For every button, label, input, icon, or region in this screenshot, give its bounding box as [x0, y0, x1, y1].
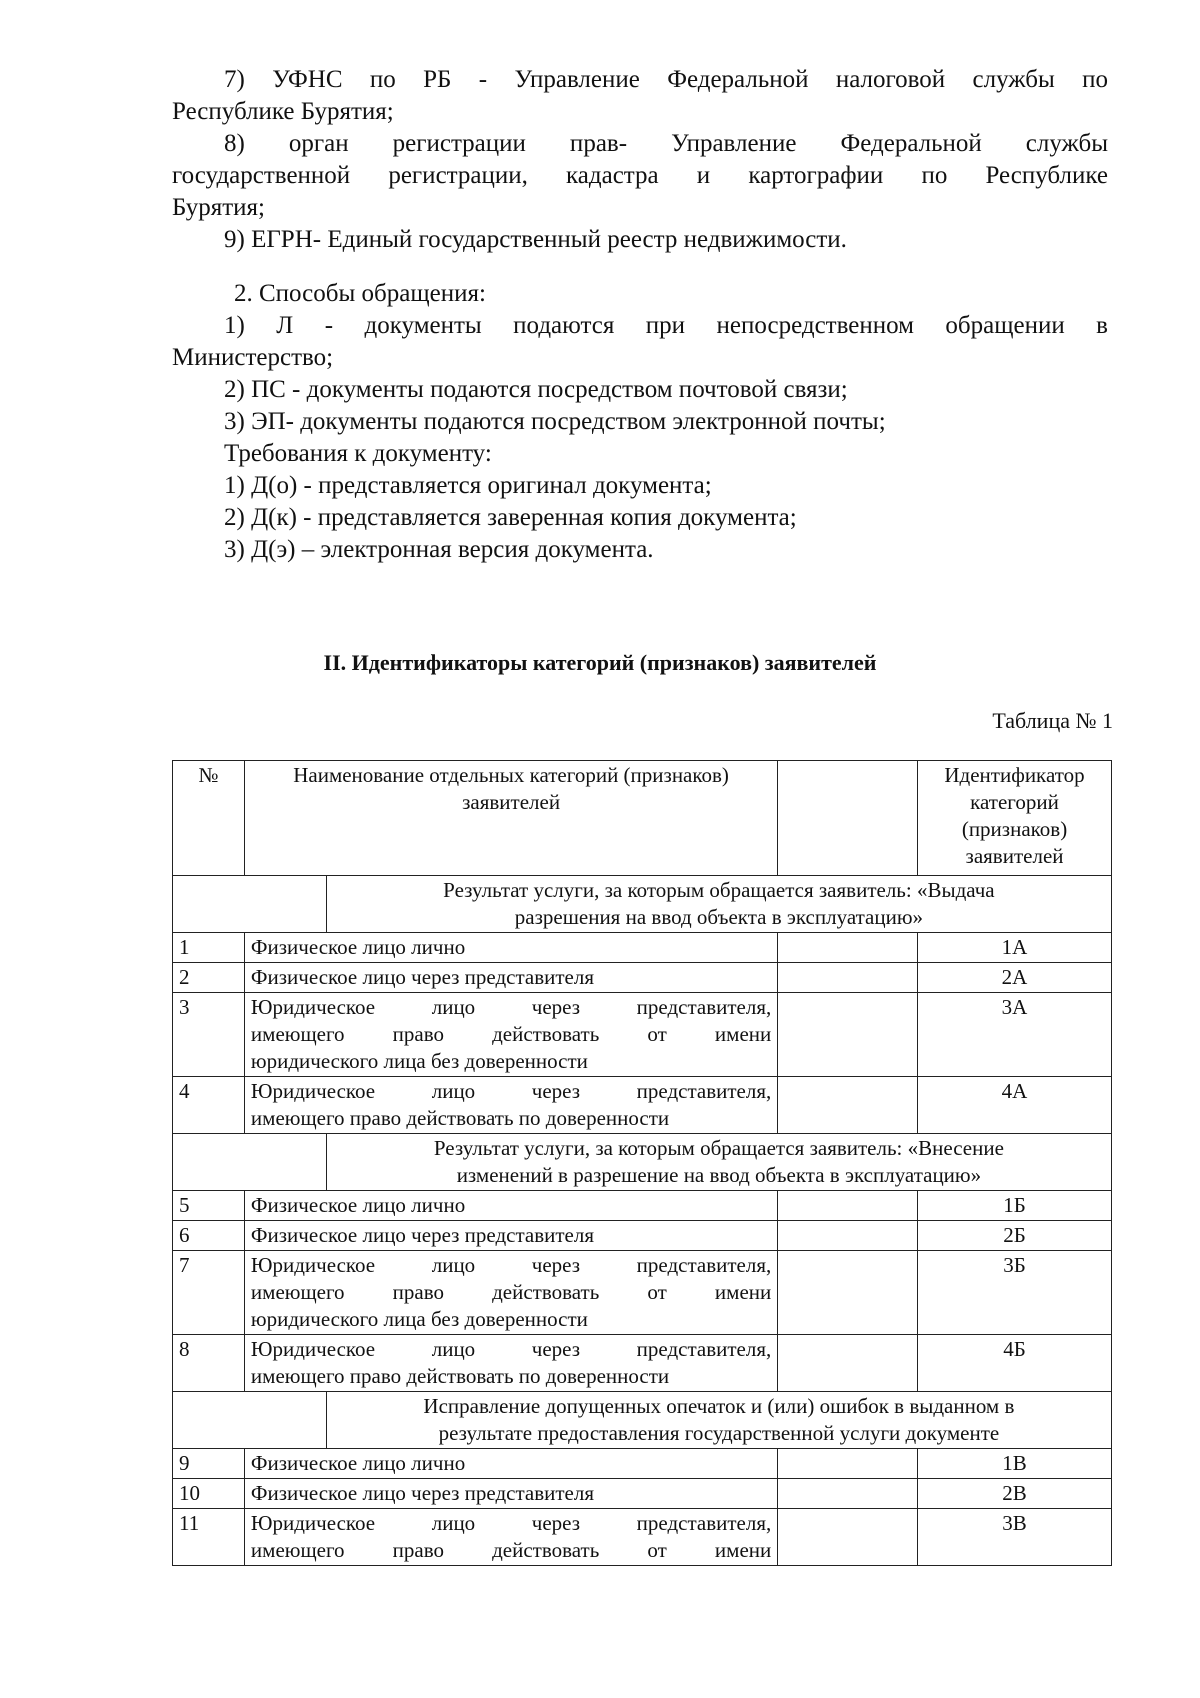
definition-item-7-line1: 7) УФНС по РБ - Управление Федеральной налоговой службы по	[224, 66, 1108, 93]
group-row-blank	[173, 1392, 327, 1449]
header-code-line1: Идентификатор	[944, 763, 1085, 787]
header-code-line2: категорий	[970, 790, 1059, 814]
row-blank	[778, 1191, 918, 1221]
table-header-row	[173, 761, 1112, 876]
row-num: 10	[173, 1479, 245, 1509]
row-blank	[778, 933, 918, 963]
group-title-line1: Результат услуги, за которым обращается заявитель: «Выдача	[443, 878, 995, 902]
row-name-line2: имеющего право действовать от имени	[250, 1022, 772, 1046]
table-row	[173, 1449, 1112, 1479]
definition-item-7-line2: Республике Бурятия;	[172, 98, 394, 125]
row-blank	[778, 1509, 918, 1566]
method-1-line2: Министерство;	[172, 344, 334, 371]
requirement-2: 2) Д(к) - представляется заверенная копия документа;	[224, 504, 797, 531]
requirement-1: 1) Д(о) - представляется оригинал документа;	[224, 472, 712, 499]
row-name-line1: Юридическое лицо через представителя,	[250, 1511, 772, 1535]
table-row	[173, 1191, 1112, 1221]
row-code: 4Б	[918, 1335, 1112, 1392]
method-3: 3) ЭП- документы подаются посредством электронной почты;	[224, 408, 886, 435]
row-name	[244, 1251, 777, 1335]
row-blank	[778, 1449, 918, 1479]
row-code: 1А	[918, 933, 1112, 963]
row-name-line1: Юридическое лицо через представителя,	[250, 1079, 772, 1103]
row-name-line1: Юридическое лицо через представителя,	[250, 1337, 772, 1361]
table-row	[173, 1251, 1112, 1335]
group-title-line2: результате предоставления государственной услуги документе	[438, 1421, 1000, 1445]
row-code: 2А	[918, 963, 1112, 993]
method-1-line1: 1) Л - документы подаются при непосредственном обращении в	[224, 312, 1108, 339]
applicant-categories-table	[172, 760, 1112, 1566]
row-name: Физическое лицо через представителя	[244, 1479, 777, 1509]
header-blank	[778, 761, 918, 876]
row-num: 5	[173, 1191, 245, 1221]
definition-item-8-line2: государственной регистрации, кадастра и картографии по Республике	[172, 162, 1108, 189]
table-row	[173, 1509, 1112, 1566]
group-title	[326, 1392, 1111, 1449]
row-name-line3: юридического лица без доверенности	[250, 1049, 588, 1073]
row-code: 4А	[918, 1077, 1112, 1134]
group-title-line1: Исправление допущенных опечаток и (или) ошибок в выданном в	[423, 1394, 1015, 1418]
row-num: 8	[173, 1335, 245, 1392]
row-num: 11	[173, 1509, 245, 1566]
methods-title: 2. Способы обращения:	[234, 280, 486, 307]
row-name: Физическое лицо лично	[244, 1449, 777, 1479]
group-row-2	[173, 1134, 1112, 1191]
row-name: Физическое лицо через представителя	[244, 963, 777, 993]
row-blank	[778, 1335, 918, 1392]
row-code: 1В	[918, 1449, 1112, 1479]
row-num: 9	[173, 1449, 245, 1479]
row-code: 1Б	[918, 1191, 1112, 1221]
row-blank	[778, 963, 918, 993]
row-code: 3В	[918, 1509, 1112, 1566]
definition-item-9: 9) ЕГРН- Единый государственный реестр недвижимости.	[224, 226, 847, 253]
group-row-blank	[173, 876, 327, 933]
row-num: 4	[173, 1077, 245, 1134]
header-code	[918, 761, 1112, 876]
group-title-line1: Результат услуги, за которым обращается заявитель: «Внесение	[433, 1136, 1004, 1160]
row-code: 2Б	[918, 1221, 1112, 1251]
header-code-line3: (признаков)	[961, 817, 1068, 841]
header-name: Наименование отдельных категорий (признаков) заявителей	[244, 761, 777, 876]
row-code: 2В	[918, 1479, 1112, 1509]
row-name-line2: имеющего право действовать по доверенности	[250, 1106, 670, 1130]
table-row	[173, 993, 1112, 1077]
table-row	[173, 933, 1112, 963]
row-name: Физическое лицо через представителя	[244, 1221, 777, 1251]
row-num: 6	[173, 1221, 245, 1251]
row-blank	[778, 1221, 918, 1251]
row-name: Физическое лицо лично	[244, 1191, 777, 1221]
row-blank	[778, 1479, 918, 1509]
row-num: 3	[173, 993, 245, 1077]
table-row	[173, 963, 1112, 993]
row-blank	[778, 1077, 918, 1134]
group-row-3	[173, 1392, 1112, 1449]
table-row	[173, 1077, 1112, 1134]
row-name-line2: имеющего право действовать от имени	[250, 1280, 772, 1304]
table-number: Таблица № 1	[992, 708, 1113, 733]
header-code-line4: заявителей	[965, 844, 1064, 868]
row-name: Физическое лицо лично	[244, 933, 777, 963]
group-title	[326, 1134, 1111, 1191]
group-title-line2: разрешения на ввод объекта в эксплуатацию»	[514, 905, 924, 929]
method-2: 2) ПС - документы подаются посредством почтовой связи;	[224, 376, 848, 403]
row-code: 3Б	[918, 1251, 1112, 1335]
row-num: 1	[173, 933, 245, 963]
row-num: 7	[173, 1251, 245, 1335]
group-title	[326, 876, 1111, 933]
row-num: 2	[173, 963, 245, 993]
table-row	[173, 1479, 1112, 1509]
row-blank	[778, 993, 918, 1077]
definition-item-8-line3: Бурятия;	[172, 194, 265, 221]
group-row-blank	[173, 1134, 327, 1191]
group-title-line2: изменений в разрешение на ввод объекта в эксплуатацию»	[456, 1163, 982, 1187]
row-name-line2: имеющего право действовать по доверенности	[250, 1364, 670, 1388]
definition-item-8-line1: 8) орган регистрации прав- Управление Федеральной службы	[224, 130, 1108, 157]
table-row	[173, 1335, 1112, 1392]
row-name-line2: имеющего право действовать от имени	[250, 1538, 772, 1562]
row-name-line1: Юридическое лицо через представителя,	[250, 1253, 772, 1277]
header-num: №	[173, 761, 245, 876]
row-name	[244, 993, 777, 1077]
requirement-3: 3) Д(э) – электронная версия документа.	[224, 536, 654, 563]
group-row-1	[173, 876, 1112, 933]
row-name	[244, 1335, 777, 1392]
table-row	[173, 1221, 1112, 1251]
row-blank	[778, 1251, 918, 1335]
row-name	[244, 1077, 777, 1134]
requirements-title: Требования к документу:	[224, 440, 492, 467]
row-code: 3А	[918, 993, 1112, 1077]
section-heading: II. Идентификаторы категорий (признаков) заявителей	[323, 650, 877, 675]
row-name-line3: юридического лица без доверенности	[250, 1307, 588, 1331]
row-name-line1: Юридическое лицо через представителя,	[250, 995, 772, 1019]
row-name	[244, 1509, 777, 1566]
